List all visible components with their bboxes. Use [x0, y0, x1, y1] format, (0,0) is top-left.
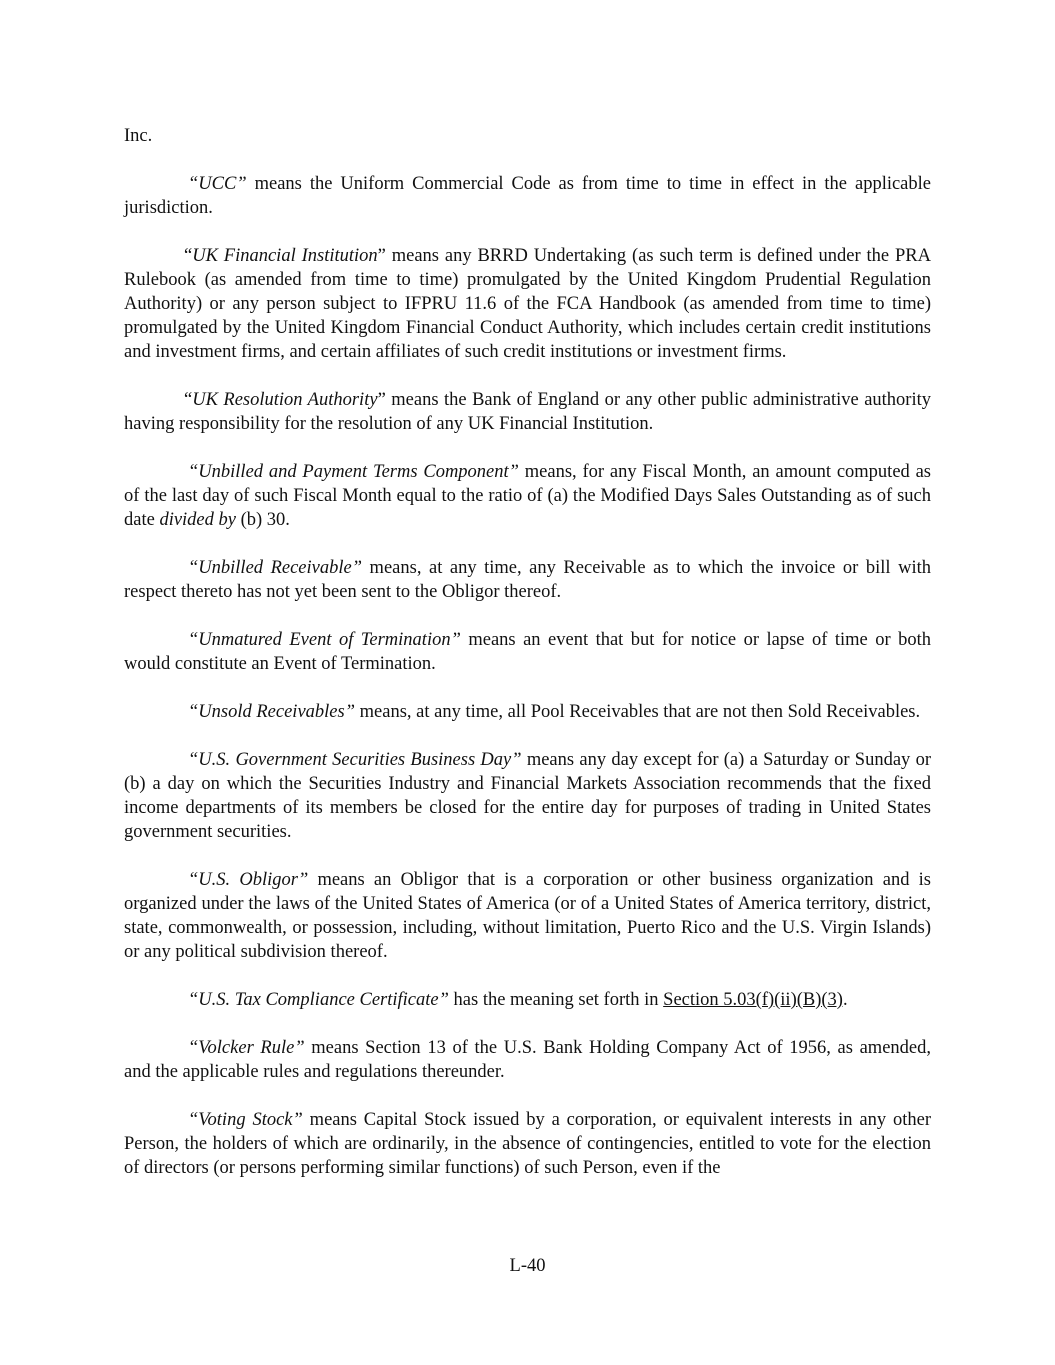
definition-unbilled-payment-terms: “Unbilled and Payment Terms Component” means, for any Fiscal Month, an amount computed as of the last day of such Fiscal Month equal to the ratio of (a) the Modified Days Sales Outstanding as of such date divided by (b) 30.	[124, 462, 932, 530]
page-number: L-40	[509, 1256, 546, 1276]
definition-unmatured-event: “Unmatured Event of Termination” means an event that but for notice or lapse of time or both would constitute an Event of Termination.	[124, 630, 931, 674]
section-reference-link[interactable]: Section 5.03(f)(ii)(B)(3)	[663, 990, 843, 1010]
defined-term: Unsold Receivables	[198, 702, 345, 722]
definition-unbilled-receivable: “Unbilled Receivable” means, at any time, any Receivable as to which the invoice or bill with respect thereto has not yet been sent to the Obligor thereof.	[124, 558, 931, 602]
defined-term: UCC	[198, 174, 237, 194]
definition-us-gov-securities-day: “U.S. Government Securities Business Day” means any day except for (a) a Saturday or Sunday or (b) a day on which the Securities Industry and Financial Markets Association recommends that the fixed income departments of its members be closed for the entire day for purposes of trading in United States government securities.	[124, 750, 931, 842]
defined-term: Voting Stock	[198, 1110, 293, 1130]
defined-term: U.S. Tax Compliance Certificate	[198, 990, 439, 1010]
definition-voting-stock: “Voting Stock” means Capital Stock issued by a corporation, or equivalent interests in any other Person, the holders of which are ordinarily, in the absence of contingencies, entitled to vote for the election of directors (or persons performing similar functions) of such Person, even if the	[124, 1110, 932, 1178]
defined-term: Unbilled and Payment Terms Component	[198, 462, 509, 482]
definition-volcker-rule: “Volcker Rule” means Section 13 of the U.S. Bank Holding Company Act of 1956, as amended, and the applicable rules and regulations thereunder.	[124, 1038, 931, 1082]
defined-term: Unmatured Event of Termination	[198, 630, 451, 650]
definition-us-tax-certificate: “U.S. Tax Compliance Certificate” has the meaning set forth in Section 5.03(f)(ii)(B)(3).	[188, 990, 848, 1010]
defined-term: Volcker Rule	[198, 1038, 295, 1058]
document-body	[124, 124, 931, 1204]
defined-term: UK Financial Institution	[192, 246, 378, 266]
definition-us-obligor: “U.S. Obligor” means an Obligor that is a corporation or other business organization and is organized under the laws of the United States of America (or of a United States of America territory, district, state, commonwealth, or possession, including, without limitation, Puerto Rico and the U.S. Virgin Islands) or any political subdivision thereof.	[124, 870, 932, 962]
defined-term: Unbilled Receivable	[198, 558, 352, 578]
definition-unsold-receivables: “Unsold Receivables” means, at any time, all Pool Receivables that are not then Sold Receivables.	[188, 702, 921, 722]
defined-term: U.S. Government Securities Business Day	[198, 750, 512, 770]
defined-term: U.S. Obligor	[198, 870, 298, 890]
definition-ucc: “UCC” means the Uniform Commercial Code as from time to time in effect in the applicable jurisdiction.	[124, 174, 931, 218]
definition-uk-resolution-authority: “UK Resolution Authority” means the Bank of England or any other public administrative authority having responsibility for the resolution of any UK Financial Institution.	[124, 390, 931, 434]
defined-term: UK Resolution Authority	[192, 390, 378, 410]
continuation-text: Inc.	[124, 126, 153, 146]
definition-uk-financial-institution: “UK Financial Institution” means any BRRD Undertaking (as such term is defined under the PRA Rulebook (as amended from time to time) promulgated by the United Kingdom Prudential Regulation Authority) or any person subject to IFPRU 11.6 of the FCA Handbook (as amended from time to time) promulgated by the United Kingdom Financial Conduct Authority, which includes certain credit institutions and investment firms, and certain affiliates of such credit institutions or investment firms.	[124, 246, 931, 362]
